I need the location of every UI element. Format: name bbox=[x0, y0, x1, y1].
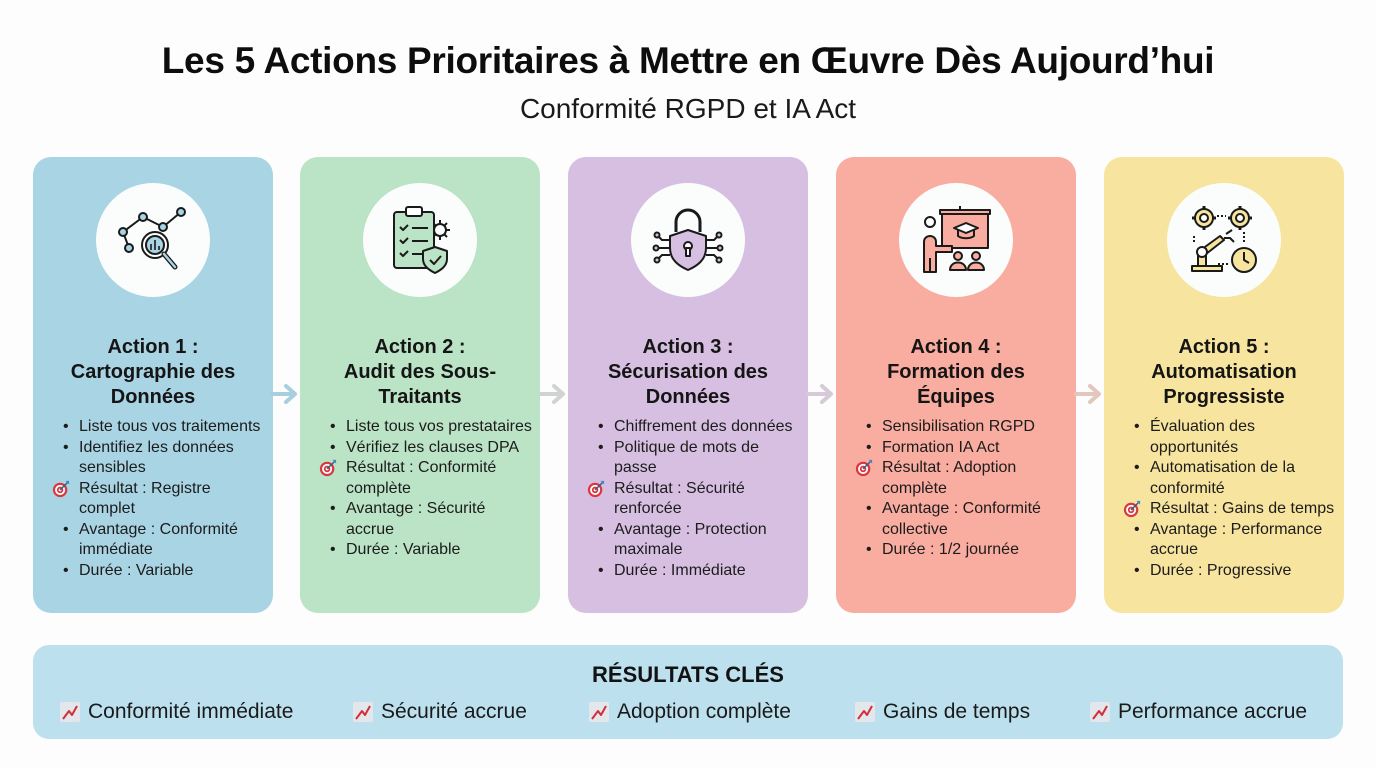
robot-arm-gears-clock-icon bbox=[1167, 183, 1281, 297]
key-result-item: Performance accrue bbox=[1090, 700, 1307, 724]
list-item-result: Résultat : Gains de temps bbox=[1150, 499, 1336, 520]
list-item: • Vérifiez les clauses DPA bbox=[330, 438, 520, 456]
list-item-result: Résultat : Adoption complète bbox=[882, 458, 1068, 499]
arrow-right-icon bbox=[270, 382, 300, 406]
list-item-result: Résultat : Conformité complète bbox=[346, 458, 532, 499]
action-card-5 bbox=[1104, 157, 1344, 613]
trend-up-icon bbox=[60, 702, 80, 722]
action-title: Action 5 : Automatisation Progressiste bbox=[1151, 336, 1297, 408]
list-item: • Politique de mots de passe bbox=[598, 438, 759, 476]
list-item: • Sensibilisation RGPD bbox=[866, 418, 1035, 435]
arrow-right-icon bbox=[1074, 382, 1104, 406]
list-item: • Durée : Immédiate bbox=[598, 561, 746, 579]
arrow-right-icon bbox=[806, 382, 836, 406]
list-item: • Évaluation des opportunités bbox=[1134, 418, 1255, 456]
list-item: • Durée : Variable bbox=[63, 561, 194, 579]
list-item: • Avantage : Sécurité accrue bbox=[330, 500, 486, 538]
key-result-item: Gains de temps bbox=[855, 700, 1030, 724]
action-details-list bbox=[300, 417, 540, 561]
page-title: Les 5 Actions Prioritaires à Mettre en Œuvre Dès Aujourd’hui bbox=[161, 40, 1215, 81]
teacher-presentation-icon bbox=[899, 183, 1013, 297]
action-card-2 bbox=[300, 157, 540, 613]
list-item-result: Résultat : Registre complet bbox=[79, 479, 265, 520]
action-card-4 bbox=[836, 157, 1076, 613]
padlock-shield-circuit-icon bbox=[631, 183, 745, 297]
trend-up-icon bbox=[589, 702, 609, 722]
key-result-item: Conformité immédiate bbox=[60, 700, 293, 724]
list-item: • Avantage : Conformité immédiate bbox=[63, 520, 238, 558]
key-results-title: RÉSULTATS CLÉS bbox=[592, 662, 784, 687]
trend-up-icon bbox=[855, 702, 875, 722]
target-icon bbox=[855, 459, 873, 477]
target-icon bbox=[587, 480, 605, 498]
key-results-panel bbox=[33, 645, 1343, 739]
target-icon bbox=[52, 480, 70, 498]
action-details-list bbox=[568, 417, 808, 581]
list-item: • Avantage : Performance accrue bbox=[1134, 520, 1323, 558]
list-item: • Identifiez les données sensibles bbox=[63, 438, 234, 476]
list-item: • Avantage : Conformité collective bbox=[866, 500, 1041, 538]
key-result-item: Adoption complète bbox=[589, 700, 791, 724]
action-card-1 bbox=[33, 157, 273, 613]
action-details-list bbox=[33, 417, 273, 581]
list-item: • Automatisation de la conformité bbox=[1134, 459, 1295, 497]
list-item: • Durée : Variable bbox=[330, 541, 461, 558]
target-icon bbox=[1123, 500, 1141, 518]
action-details-list bbox=[1104, 417, 1344, 581]
list-item: • Chiffrement des données bbox=[598, 418, 793, 435]
action-title: Action 2 : Audit des Sous- Traitants bbox=[343, 336, 497, 408]
action-details-list bbox=[836, 417, 1076, 561]
list-item: • Formation IA Act bbox=[866, 438, 1000, 456]
trend-up-icon bbox=[353, 702, 373, 722]
page-subtitle: Conformité RGPD et IA Act bbox=[519, 93, 857, 124]
list-item: • Avantage : Protection maximale bbox=[598, 520, 767, 558]
key-result-item: Sécurité accrue bbox=[353, 700, 527, 724]
trend-up-icon bbox=[1090, 702, 1110, 722]
list-item-result: Résultat : Sécurité renforcée bbox=[614, 479, 800, 520]
list-item: • Durée : Progressive bbox=[1134, 561, 1292, 579]
action-title: Action 3 : Sécurisation des Données bbox=[607, 336, 769, 408]
arrow-right-icon bbox=[538, 382, 568, 406]
action-card-3 bbox=[568, 157, 808, 613]
list-item: • Liste tous vos traitements bbox=[63, 418, 261, 435]
action-title: Action 4 : Formation des Équipes bbox=[887, 336, 1025, 408]
target-icon bbox=[319, 459, 337, 477]
clipboard-checklist-shield-icon bbox=[363, 183, 477, 297]
list-item: • Durée : 1/2 journée bbox=[866, 541, 1019, 558]
action-title: Action 1 : Cartographie des Données bbox=[70, 336, 236, 408]
list-item: • Liste tous vos prestataires bbox=[330, 418, 532, 435]
data-mapping-magnifier-icon bbox=[96, 183, 210, 297]
